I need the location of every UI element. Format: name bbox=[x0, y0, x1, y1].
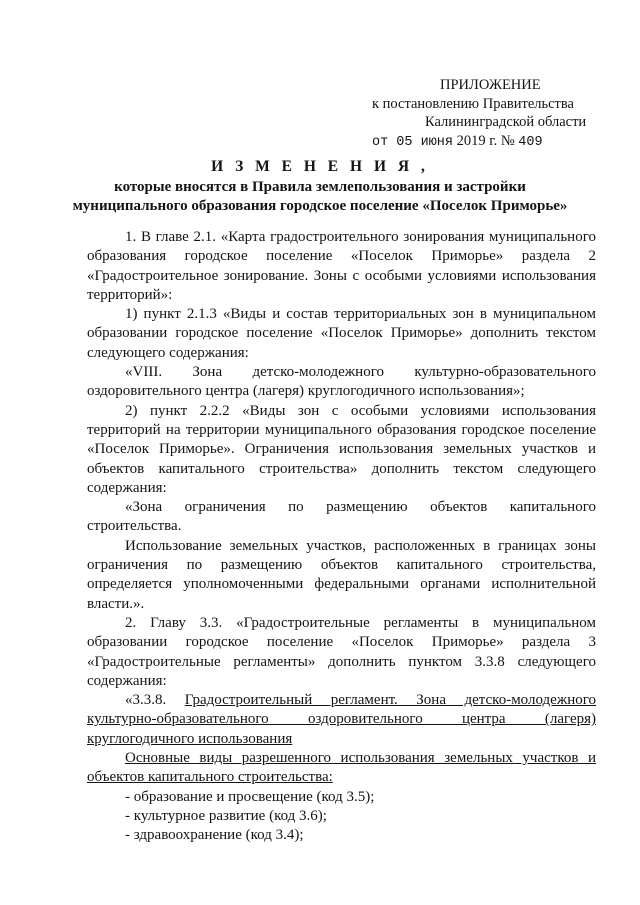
document-title bbox=[60, 157, 580, 216]
paragraph-item-2: 2. Главу 3.3. «Градостроительные регламенты в муниципальном образовании городское поселение «Поселок Приморье» раздела 3 «Градостроительные регламенты» дополнить пунктом 3.3.8 следующего содержания: bbox=[87, 614, 596, 689]
appendix-region-line: Калининградской области bbox=[425, 114, 587, 130]
appendix-date-line bbox=[372, 132, 602, 153]
appendix-block bbox=[372, 76, 602, 152]
section-3-3-8 bbox=[87, 691, 596, 749]
appendix-label: ПРИЛОЖЕНИЕ bbox=[440, 77, 541, 93]
appendix-resolution-line: к постановлению Правительства bbox=[372, 95, 574, 112]
paragraph-item-1-1: 1) пункт 2.1.3 «Виды и состав территориальных зон в муниципальном образовании городское поселение «Поселок Приморье» дополнить текстом следующего содержания: bbox=[87, 306, 596, 361]
main-uses-heading: Основные виды разрешенного использования земельных участков и объектов капитального строительства: bbox=[87, 750, 596, 786]
title-subtitle-line1: которые вносятся в Правила землепользования и застройки bbox=[114, 179, 526, 195]
list-item: - культурное развитие (код 3.6); bbox=[125, 807, 327, 824]
appendix-number-sign: № bbox=[500, 132, 515, 149]
appendix-number: 409 bbox=[518, 134, 543, 150]
appendix-date-year: 2019 г. bbox=[456, 132, 498, 149]
paragraph-restriction-zone: «Зона ограничения по размещению объектов капитального строительства. bbox=[87, 499, 596, 535]
appendix-date-prefix: от 05 июня bbox=[372, 134, 454, 150]
section-3-3-8-title: Градостроительный регламент. Зона детско-молодежного культурно-образовательного оздоровительного центра (лагеря) круглогодичного использования bbox=[87, 692, 596, 747]
section-3-3-8-prefix: «3.3.8. bbox=[125, 692, 167, 709]
title-subtitle-line2: муниципального образования городское поселение «Поселок Приморье» bbox=[72, 198, 568, 214]
paragraph-zone-viii: «VIII. Зона детско-молодежного культурно-образовательного оздоровительного центра (лагеря) круглогодичного использования»; bbox=[87, 364, 596, 400]
paragraph-item-1: 1. В главе 2.1. «Карта градостроительного зонирования муниципального образования городское поселение «Поселок Приморье» раздела 2 «Градостроительное зонирование. Зоны с особыми условиями использования территорий»: bbox=[87, 229, 596, 303]
paragraph-land-use: Использование земельных участков, расположенных в границах зоны ограничения по размещению объектов капитального строительства, определяется уполномоченными федеральными органами исполнительной власти.». bbox=[87, 537, 596, 612]
list-item: - образование и просвещение (код 3.5); bbox=[125, 788, 375, 805]
title-heading: И З М Е Н Е Н И Я , bbox=[211, 158, 429, 175]
list-item: - здравоохранение (код 3.4); bbox=[125, 827, 304, 844]
paragraph-item-1-2: 2) пункт 2.2.2 «Виды зон с особыми условиями использования территорий на территории муниципального образования городское поселение «Поселок Приморье». Ограничения использования земельных участков и объектов капитального строительства» дополнить текстом следующего содержания: bbox=[87, 402, 596, 496]
document-body bbox=[87, 228, 596, 846]
